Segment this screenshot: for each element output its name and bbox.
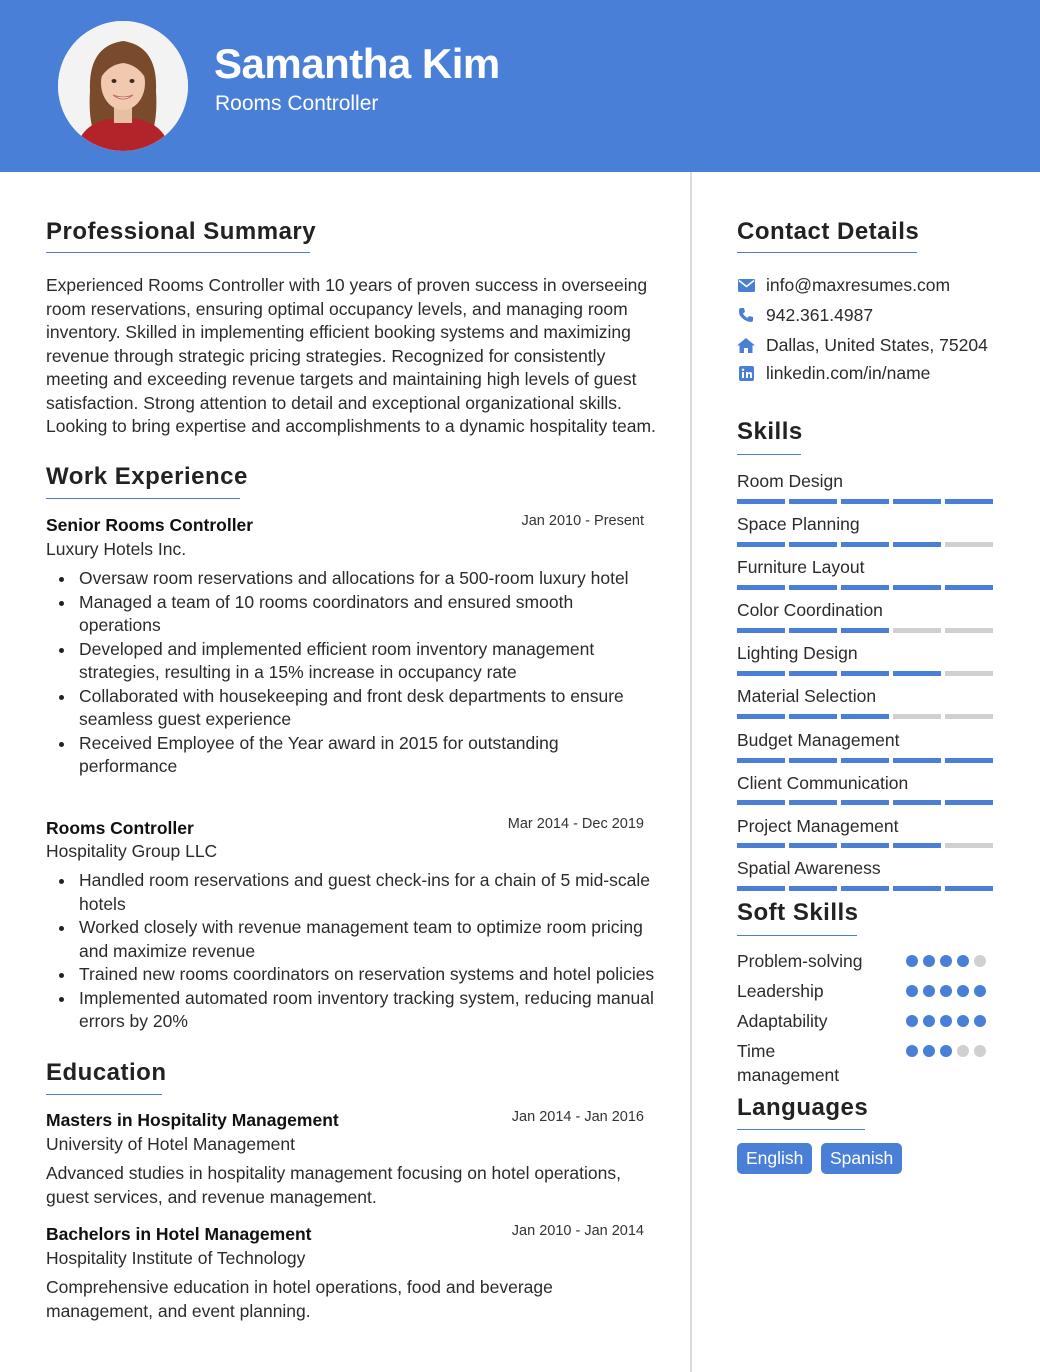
candidate-role: Rooms Controller <box>215 92 379 115</box>
profile-photo <box>58 21 188 151</box>
rating-dot <box>957 1015 969 1027</box>
skill-level-segment <box>893 758 941 763</box>
skill-level-segment <box>841 585 889 590</box>
job-bullets <box>46 567 658 779</box>
rating-dot <box>974 985 986 997</box>
experience-heading-underline <box>46 498 240 499</box>
list-item: Received Employee of the Year award in 2015 for outstanding performance <box>46 732 658 779</box>
rating-dot <box>940 1045 952 1057</box>
contact-linkedin[interactable] <box>737 361 930 385</box>
envelope-icon <box>737 276 755 294</box>
skill-level-segment <box>789 886 837 891</box>
skill-level-segment <box>789 542 837 547</box>
skills-heading-underline <box>737 454 801 455</box>
rating-dot <box>906 1015 918 1027</box>
school-name: Hospitality Institute of Technology <box>46 1248 306 1268</box>
contact-linkedin-text: linkedin.com/in/name <box>766 362 931 383</box>
skill-level-segment <box>945 886 993 891</box>
skill-level-segment <box>893 886 941 891</box>
skill-level-segment <box>945 758 993 763</box>
skill-name: Lighting Design <box>737 643 858 663</box>
contact-phone-text: 942.361.4987 <box>766 304 874 325</box>
list-item: Trained new rooms coordinators on reservation systems and hotel policies <box>46 963 658 987</box>
skill-name: Room Design <box>737 471 844 491</box>
skill-level-segment <box>945 499 993 504</box>
home-icon <box>737 336 755 354</box>
list-item: Oversaw room reservations and allocations for a 500-room luxury hotel <box>46 567 658 591</box>
rating-dot <box>974 955 986 967</box>
rating-dot <box>923 1015 935 1027</box>
skill-level-segment <box>945 714 993 719</box>
job-dates: Mar 2014 - Dec 2019 <box>507 816 644 832</box>
soft-skills-heading-underline <box>737 935 857 936</box>
skill-level-segment <box>893 542 941 547</box>
rating-dot <box>940 985 952 997</box>
degree-title: Bachelors in Hotel Management <box>46 1224 312 1244</box>
skill-level-segment <box>945 843 993 848</box>
list-item: Implemented automated room inventory tracking system, reducing manual errors by 20% <box>46 987 658 1034</box>
contact-address-text: Dallas, United States, 75204 <box>766 334 988 355</box>
skill-name: Spatial Awareness <box>737 858 881 878</box>
job-bullets <box>46 869 658 1034</box>
education-dates: Jan 2014 - Jan 2016 <box>511 1109 644 1125</box>
phone-icon <box>737 306 755 324</box>
skills-heading: Skills <box>737 418 803 445</box>
skill-level-segment <box>841 886 889 891</box>
skill-name: Color Coordination <box>737 600 883 620</box>
skill-level-segment <box>893 585 941 590</box>
skill-level-segment <box>841 628 889 633</box>
summary-heading-underline <box>46 252 310 253</box>
contact-phone[interactable] <box>737 303 873 327</box>
skill-level-segment <box>841 671 889 676</box>
soft-skill-name: Adaptability <box>737 1011 828 1031</box>
languages-heading: Languages <box>737 1094 869 1121</box>
skill-level-segment <box>737 843 785 848</box>
soft-skill-rating <box>906 1015 986 1027</box>
soft-skills-heading: Soft Skills <box>737 899 859 926</box>
skill-level-segment <box>841 542 889 547</box>
skill-name: Client Communication <box>737 773 909 793</box>
rating-dot <box>923 1045 935 1057</box>
skill-level-bar <box>737 843 993 848</box>
skill-level-segment <box>893 499 941 504</box>
skill-level-segment <box>841 499 889 504</box>
rating-dot <box>906 955 918 967</box>
job-company: Luxury Hotels Inc. <box>46 539 187 559</box>
skill-level-segment <box>737 585 785 590</box>
skill-level-segment <box>737 542 785 547</box>
rating-dot <box>957 955 969 967</box>
rating-dot <box>957 985 969 997</box>
skill-level-segment <box>737 671 785 676</box>
rating-dot <box>974 1045 986 1057</box>
skill-level-segment <box>737 499 785 504</box>
skill-level-segment <box>893 800 941 805</box>
contact-email[interactable] <box>737 273 950 297</box>
skill-level-segment <box>737 800 785 805</box>
job-title: Rooms Controller <box>46 818 194 838</box>
rating-dot <box>906 985 918 997</box>
skill-level-segment <box>945 628 993 633</box>
contact-heading-underline <box>737 252 917 253</box>
job-title: Senior Rooms Controller <box>46 515 254 535</box>
rating-dot <box>940 955 952 967</box>
linkedin-icon <box>737 364 755 382</box>
skill-level-bar <box>737 585 993 590</box>
skill-level-segment <box>893 671 941 676</box>
rating-dot <box>906 1045 918 1057</box>
skill-level-bar <box>737 800 993 805</box>
job-dates: Jan 2010 - Present <box>521 513 644 529</box>
skill-level-segment <box>789 843 837 848</box>
language-badge: English <box>737 1143 812 1174</box>
skill-level-segment <box>789 671 837 676</box>
skill-level-segment <box>841 714 889 719</box>
education-description: Comprehensive education in hotel operations, food and beverage management, and event planning. <box>46 1277 553 1321</box>
list-item: Worked closely with revenue management team to optimize room pricing and maximize revenue <box>46 916 658 963</box>
candidate-name: Samantha Kim <box>214 40 500 87</box>
contact-address <box>737 333 988 357</box>
list-item: Collaborated with housekeeping and front desk departments to ensure seamless guest experience <box>46 685 658 732</box>
languages-heading-underline <box>737 1129 865 1130</box>
education-description: Advanced studies in hospitality management focusing on hotel operations, guest services, and revenue management. <box>46 1163 621 1207</box>
skill-level-segment <box>737 628 785 633</box>
skill-level-segment <box>789 800 837 805</box>
rating-dot <box>923 985 935 997</box>
skill-level-segment <box>893 714 941 719</box>
job-company: Hospitality Group LLC <box>46 841 218 861</box>
list-item: Handled room reservations and guest check-ins for a chain of 5 mid-scale hotels <box>46 869 658 916</box>
education-dates: Jan 2010 - Jan 2014 <box>511 1223 644 1239</box>
skill-level-bar <box>737 499 993 504</box>
contact-heading: Contact Details <box>737 218 920 245</box>
skill-level-bar <box>737 714 993 719</box>
rating-dot <box>940 1015 952 1027</box>
education-heading-underline <box>46 1094 162 1095</box>
skill-level-segment <box>945 800 993 805</box>
soft-skill-name: Time management <box>737 1041 840 1085</box>
skill-level-segment <box>737 758 785 763</box>
skill-level-segment <box>737 714 785 719</box>
header-banner <box>0 0 1040 172</box>
skill-level-segment <box>789 499 837 504</box>
soft-skill-rating <box>906 1045 986 1057</box>
skill-level-bar <box>737 542 993 547</box>
skill-level-segment <box>789 628 837 633</box>
skill-level-segment <box>893 628 941 633</box>
skill-level-segment <box>841 843 889 848</box>
language-badge: Spanish <box>821 1143 902 1174</box>
skill-name: Space Planning <box>737 514 860 534</box>
soft-skill-rating <box>906 955 986 967</box>
skill-name: Budget Management <box>737 730 900 750</box>
education-heading: Education <box>46 1059 167 1086</box>
summary-text: Experienced Rooms Controller with 10 years of proven success in overseeing room reservations, ensuring optimal occupancy levels, and managing room inventory. Skilled in implementing efficient booking systems and maximizing revenue through strategic pricing strategies. Recognized for consistently meeting and exceeding revenue targets and maintaining high levels of guest satisfaction. Strong attention to detail and exceptional organizational skills. Looking to bring expertise and accomplishments to a dynamic hospitality team. <box>46 275 656 436</box>
skill-level-segment <box>789 585 837 590</box>
column-divider <box>690 172 692 1372</box>
degree-title: Masters in Hospitality Management <box>46 1110 339 1130</box>
rating-dot <box>923 955 935 967</box>
experience-heading: Work Experience <box>46 463 248 490</box>
skill-level-segment <box>841 800 889 805</box>
skill-level-bar <box>737 671 993 676</box>
soft-skill-name: Problem-solving <box>737 951 863 971</box>
list-item: Developed and implemented efficient room inventory management strategies, resulting in a 15% increase in occupancy rate <box>46 638 658 685</box>
skill-level-segment <box>945 671 993 676</box>
skill-level-bar <box>737 628 993 633</box>
rating-dot <box>974 1015 986 1027</box>
skill-level-segment <box>841 758 889 763</box>
skill-level-segment <box>789 758 837 763</box>
skill-name: Project Management <box>737 816 899 836</box>
soft-skill-rating <box>906 985 986 997</box>
skill-level-bar <box>737 758 993 763</box>
rating-dot <box>957 1045 969 1057</box>
soft-skill-name: Leadership <box>737 981 824 1001</box>
skill-level-segment <box>893 843 941 848</box>
skill-level-segment <box>945 542 993 547</box>
skill-level-bar <box>737 886 993 891</box>
summary-heading: Professional Summary <box>46 218 317 245</box>
list-item: Managed a team of 10 rooms coordinators and ensured smooth operations <box>46 591 658 638</box>
skill-name: Material Selection <box>737 686 877 706</box>
contact-email-text: info@maxresumes.com <box>766 274 951 295</box>
skill-name: Furniture Layout <box>737 557 865 577</box>
school-name: University of Hotel Management <box>46 1134 295 1154</box>
skill-level-segment <box>789 714 837 719</box>
skill-level-segment <box>737 886 785 891</box>
skill-level-segment <box>945 585 993 590</box>
